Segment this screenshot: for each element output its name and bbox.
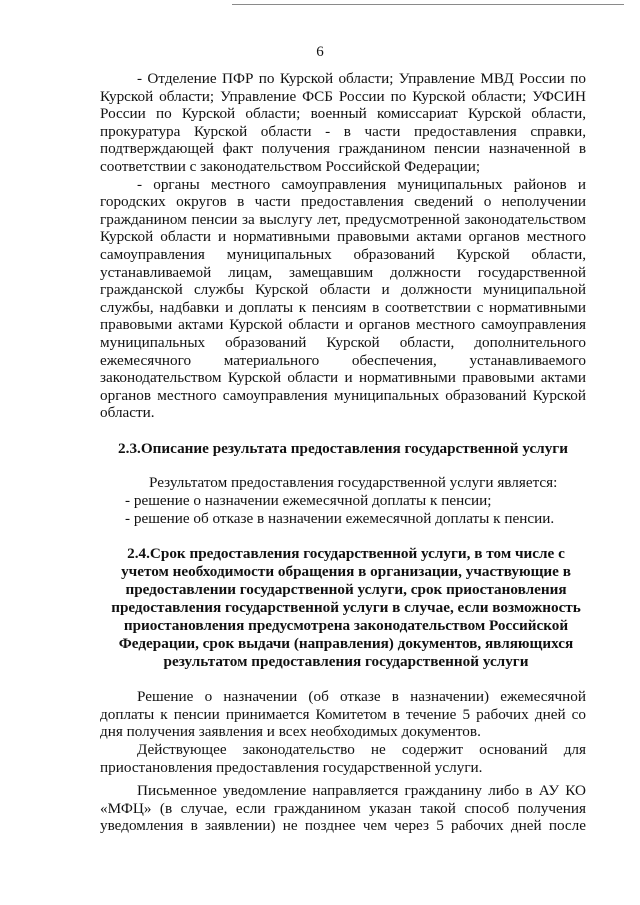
header-rule (232, 4, 624, 5)
page-number: 6 (316, 44, 324, 60)
paragraph-notification: Письменное уведомление направляется гражданину либо в АУ КО «МФЦ» (в случае, если гражданином указан такой способ получения уведомления в заявлении) не позднее чем через 5 рабочих дней после (100, 782, 586, 835)
paragraph-decision-term: Решение о назначении (об отказе в назначении) ежемесячной доплаты к пенсии принимается Комитетом в течение 5 рабочих дней со дня получения заявления и всех необходимых документов. (100, 688, 586, 741)
paragraph-local-bodies: - органы местного самоуправления муниципальных районов и городских округов в части предоставления сведений о неполучении гражданином пенсии за выслугу лет, предусмотренной законодательством Курской области и нормативными правовыми актами органов местного самоуправления муниципальных образований Курской области, устанавливаемой лицам, замещавшим должности государственной гражданской службы Курской области и должности муниципальной службы, надбавки и доплаты к пенсиям в соответствии с нормативными правовыми актами Курской области и органов местного самоуправления муниципальных образований Курской области, дополнительного ежемесячного материального обеспечения, устанавливаемого законодательством Курской области и нормативными правовыми актами органов местного самоуправления муниципальных образований Курской области. (100, 175, 586, 422)
paragraph-suspension: Действующее законодательство не содержит оснований для приостановления предоставления государственной услуги. (100, 741, 586, 776)
document-body (100, 70, 586, 835)
section-2-3-heading: 2.3.Описание результата предоставления государственной услуги (118, 439, 568, 457)
section-2-4-heading: 2.4.Срок предоставления государственной услуги, в том числе с учетом необходимости обращения в организации, участвующие в предоставлении государственной услуги, срок приостановления предоставления государственной услуги в случае, если возможность приостановления предусмотрена законодательством Российской Федерации, срок выдачи (направления) документов, являющихся результатом предоставления государственной услуги (111, 545, 581, 671)
result-item-approval: - решение о назначении ежемесячной доплаты к пенсии; (125, 492, 492, 510)
result-item-refusal: - решение об отказе в назначении ежемесячной доплаты к пенсии. (125, 509, 555, 527)
section-2-3-intro: Результатом предоставления государственной услуги является: (149, 474, 558, 492)
paragraph-authorities: - Отделение ПФР по Курской области; Управление МВД России по Курской области; Управление ФСБ России по Курской области; УФСИН России по Курской области; военный комиссариат Курской области, прокуратура Курской области - в части предоставления справки, подтверждающей факт получения гражданином пенсии назначенной в соответствии с законодательством Российской Федерации; (100, 70, 586, 175)
